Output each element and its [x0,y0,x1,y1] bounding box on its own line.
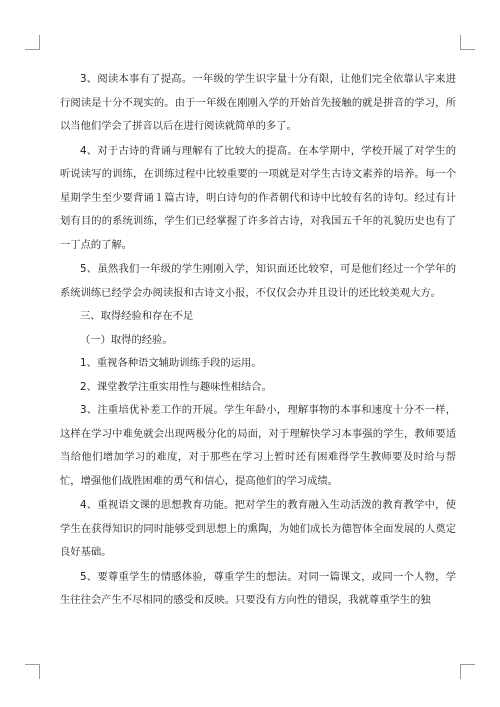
list-item-practical-interest: 2、课堂教学注重实用性与趣味性相结合。 [80,380,272,393]
crop-mark-top-right [460,35,475,50]
paragraph-newspaper-skills: 5、虽然我们一年级的学生刚刚入学，知识面还比较窄，可是他们经过一个学年的系统训练已经学会办阅读报和古诗文小报，不仅仅会办并且设计的还比较美观大方。 [60,263,456,299]
paragraph-reading-ability: 3、阅读本事有了提高。一年级的学生识字量十分有限，让他们完全依靠认字来进行阅读是十分不现实的。由于一年级在刚刚入学的开始首先接触的就是拼音的学习，所以当他们学会了拼音以后在进行阅读就简单的多了。 [60,73,456,132]
subsection-heading-gained: （一）取得的经验。 [80,333,173,346]
list-item-auxiliary-training: 1、重视各种语文辅助训练手段的运用。 [80,357,262,369]
crop-mark-bottom-left [25,664,40,679]
paragraph-ancient-poetry: 4、对于古诗的背诵与理解有了比较大的提高。在本学期中，学校开展了对学生的听说读写的训练，在训练过程中比较重要的一项就是对学生古诗文素养的培养。每一个星期学生至少要背诵１篇古诗，明白诗句的作者朝代和诗中比较有名的诗句。经过有计划有目的的系统训练，学生们已经掌握了许多首古诗，对我国五千年的礼貌历史也有了一丁点的了解。 [60,144,456,251]
crop-mark-top-left [25,35,40,50]
document-body [60,68,456,613]
list-item-tiered-teaching: 3、注重培优补差工作的开展。学生年龄小，理解事物的本事和速度十分不一样，这样在学习中难免就会出现两极分化的局面，对于理解快学习本事强的学生，教师要适当给他们增加学习的难度，对于那些在学习上暂时还有困难得学生教师要及时给与帮忙，增强他们战胜困难的勇气和信心，提高他们的学习成绩。 [60,404,456,487]
list-item-respect-students: 5、要尊重学生的情感体验，尊重学生的想法。对同一篇课文，或同一个人物，学生往往会产生不尽相同的感受和反映。只要没有方向性的错误，我就尊重学生的独 [60,570,456,606]
section-heading-experience: 三、取得经验和存在不足 [80,310,194,322]
crop-mark-bottom-right [460,664,475,679]
list-item-moral-education: 4、重视语文课的思想教育功能。把对学生的教育融入生动活泼的教育教学中，使学生在获得知识的同时能够受到思想上的熏陶，为她们成长为德智体全面发展的人奠定良好基础。 [60,499,456,558]
